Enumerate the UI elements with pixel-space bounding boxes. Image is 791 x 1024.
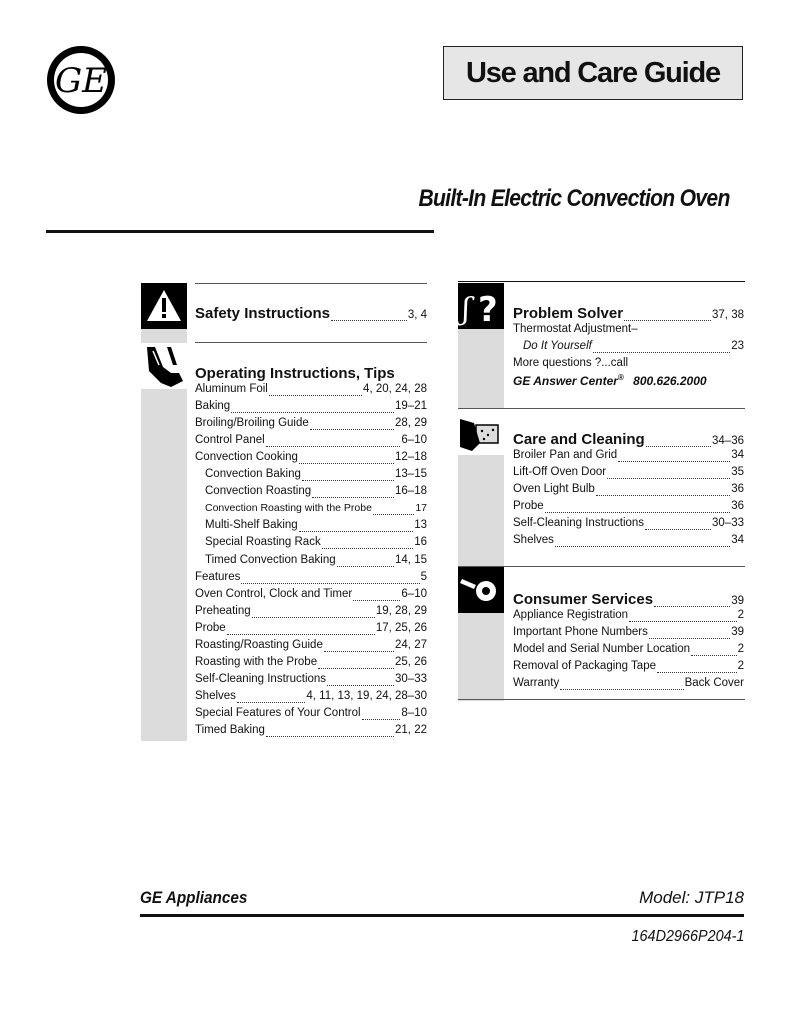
brand-name: GE Appliances	[140, 888, 248, 907]
toc-entry[interactable]	[205, 502, 427, 519]
svg-text:ʃ: ʃ	[462, 292, 471, 327]
toc-entry[interactable]	[195, 451, 427, 468]
toc-entry-pages: 21, 22	[395, 724, 427, 736]
ge-logo	[46, 45, 116, 115]
toc-entry-label: Self-Cleaning Instructions	[513, 517, 645, 529]
toc-entry-pages: 30–33	[712, 517, 744, 529]
toc-entry-label: Oven Light Bulb	[513, 483, 595, 495]
toc-entry-pages: 2	[737, 609, 744, 621]
title-divider	[46, 230, 434, 233]
toc-problem-solver[interactable]: Problem Solver 37, 38	[513, 305, 744, 322]
toc-entry[interactable]	[195, 622, 427, 639]
toc-entry[interactable]	[513, 449, 744, 466]
toc-entry[interactable]	[195, 588, 427, 605]
toc-entry-pages: 2	[737, 660, 744, 672]
toc-entry[interactable]	[513, 534, 744, 551]
toc-entry[interactable]	[205, 536, 427, 553]
toc-entry-pages: 13–15	[395, 468, 427, 481]
toc-entry-pages: 14, 15	[395, 553, 427, 566]
model-number: Model: JTP18	[639, 888, 744, 907]
toc-entry-label: Features	[195, 570, 241, 583]
toc-entry-pages: 2	[737, 643, 744, 655]
toc-entry-label: Timed Convection Baking	[205, 553, 336, 566]
question-icon	[458, 283, 504, 329]
toc-entry[interactable]	[195, 400, 427, 417]
toc-entry[interactable]	[195, 383, 427, 400]
toc-entry[interactable]	[513, 677, 744, 694]
toc-entry[interactable]	[513, 500, 744, 517]
consumer-bottom-rule	[458, 699, 745, 700]
toc-entry-label: Multi-Shelf Baking	[205, 519, 298, 532]
footer-divider	[140, 914, 744, 917]
svg-text:?: ?	[478, 290, 498, 329]
toc-entry-pages: 34	[731, 449, 744, 461]
operating-title: Operating Instructions, Tips	[195, 365, 395, 382]
toc-entry[interactable]	[513, 517, 744, 534]
toc-entry-label: Convection Roasting	[205, 485, 312, 498]
toc-entry-pages: 35	[731, 466, 744, 478]
toc-entry-pages: 6–10	[401, 587, 427, 600]
toc-entry-label: Probe	[513, 500, 544, 512]
toc-entry[interactable]	[195, 434, 427, 451]
toc-entry-label: Preheating	[195, 604, 251, 617]
toc-consumer-services[interactable]: Consumer Services 39	[513, 591, 744, 608]
toc-entry-pages: 4, 11, 13, 19, 24, 28–30	[306, 689, 427, 702]
toc-entry-pages: 30–33	[395, 672, 427, 685]
toc-entry-label: Lift-Off Oven Door	[513, 466, 607, 478]
toc-entry-label: Convection Cooking	[195, 451, 298, 464]
sponge-icon	[458, 409, 504, 455]
answer-center-line: GE Answer Center® 800.626.2000	[513, 373, 707, 388]
toc-entry-label: Convection Roasting with the Probe	[205, 502, 372, 515]
toc-entry-pages: 5	[420, 570, 427, 583]
toc-entry-pages: 16–18	[395, 485, 427, 498]
toc-entry-label: Model and Serial Number Location	[513, 643, 691, 655]
toc-entry[interactable]	[195, 690, 427, 707]
operating-top-rule	[195, 342, 427, 343]
toc-entry[interactable]	[195, 605, 427, 622]
hand-pointing-icon	[141, 343, 187, 389]
toc-entry[interactable]	[513, 643, 744, 660]
toc-entry[interactable]	[195, 656, 427, 673]
phone-number[interactable]: 800.626.2000	[633, 374, 707, 388]
toc-entry[interactable]	[205, 468, 427, 485]
toc-do-it-yourself[interactable]: Do It Yourself 23	[523, 340, 744, 352]
toc-entry-label: Oven Control, Clock and Timer	[195, 587, 353, 600]
toc-entry-label: Shelves	[195, 689, 236, 702]
toc-entry-pages: 6–10	[401, 434, 427, 447]
right-gray-bar	[458, 283, 504, 701]
toc-entry-label: Special Roasting Rack	[205, 536, 321, 549]
toc-entry-label: Roasting/Roasting Guide	[195, 638, 323, 651]
toc-entry-pages: Back Cover	[684, 677, 744, 689]
page-title: Use and Care Guide	[443, 46, 743, 100]
toc-entry-pages: 25, 26	[395, 655, 427, 668]
tape-measure-icon	[458, 567, 504, 613]
toc-entry-label: Timed Baking	[195, 724, 265, 736]
toc-entry-label: Broiler Pan and Grid	[513, 449, 618, 461]
toc-entry-label: Warranty	[513, 677, 560, 689]
toc-entry-pages: 12–18	[395, 451, 427, 464]
toc-entry-label: Baking	[195, 400, 231, 413]
toc-entry[interactable]	[513, 483, 744, 500]
toc-entry-label: Appliance Registration	[513, 609, 629, 621]
toc-entry-label: Self-Cleaning Instructions	[195, 672, 327, 685]
toc-entry-pages: 13	[414, 519, 427, 532]
part-number: 164D2966P204-1	[631, 928, 744, 945]
toc-entry-label: Convection Baking	[205, 468, 301, 481]
toc-entry[interactable]	[205, 485, 427, 502]
toc-entry-label: Aluminum Foil	[195, 383, 268, 395]
toc-safety[interactable]: Safety Instructions 3, 4	[195, 305, 427, 322]
toc-entry-label: Shelves	[513, 534, 554, 546]
toc-entry-pages: 28, 29	[395, 417, 427, 430]
toc-entry-pages: 16	[414, 536, 427, 549]
toc-entry-label: Removal of Packaging Tape	[513, 660, 656, 672]
toc-entry-pages: 17	[415, 502, 427, 515]
toc-entry[interactable]	[195, 673, 427, 690]
problem-top-rule	[458, 281, 745, 282]
toc-entry[interactable]	[513, 660, 744, 677]
toc-entry-pages: 36	[731, 483, 744, 495]
toc-entry[interactable]	[195, 639, 427, 656]
toc-entry-label: Probe	[195, 621, 226, 634]
warning-icon	[141, 283, 187, 329]
toc-entry-pages: 24, 27	[395, 638, 427, 651]
toc-entry-label: Special Features of Your Control	[195, 706, 361, 719]
problem-line3: More questions ?...call	[513, 357, 629, 369]
toc-entry-label: Broiling/Broiling Guide	[195, 417, 309, 430]
toc-entry-pages: 8–10	[401, 706, 427, 719]
toc-entry[interactable]	[513, 466, 744, 483]
product-subtitle: Built-In Electric Convection Oven	[418, 185, 730, 212]
toc-entry[interactable]	[205, 519, 427, 536]
toc-entry-pages: 19–21	[395, 400, 427, 413]
toc-entry-pages: 36	[731, 500, 744, 512]
safety-top-rule	[195, 283, 427, 284]
toc-entry[interactable]	[195, 571, 427, 588]
toc-entry[interactable]	[195, 707, 427, 724]
toc-entry-pages: 34	[731, 534, 744, 546]
toc-care-cleaning[interactable]: Care and Cleaning 34–36	[513, 431, 744, 448]
toc-entry[interactable]	[195, 724, 427, 741]
toc-entry[interactable]	[205, 554, 427, 571]
svg-text:GE: GE	[55, 61, 107, 101]
toc-entry-pages: 17, 25, 26	[375, 621, 427, 634]
toc-entry[interactable]	[195, 417, 427, 434]
toc-entry-label: Roasting with the Probe	[195, 655, 318, 668]
toc-entry[interactable]	[513, 609, 744, 626]
toc-entry[interactable]	[513, 626, 744, 643]
problem-line1: Thermostat Adjustment–	[513, 323, 638, 335]
toc-entry-label: Control Panel	[195, 434, 265, 447]
toc-entry-pages: 39	[731, 626, 744, 638]
toc-entry-label: Important Phone Numbers	[513, 626, 648, 638]
toc-entry-pages: 4, 20, 24, 28	[363, 383, 427, 395]
toc-entry-pages: 19, 28, 29	[375, 604, 427, 617]
